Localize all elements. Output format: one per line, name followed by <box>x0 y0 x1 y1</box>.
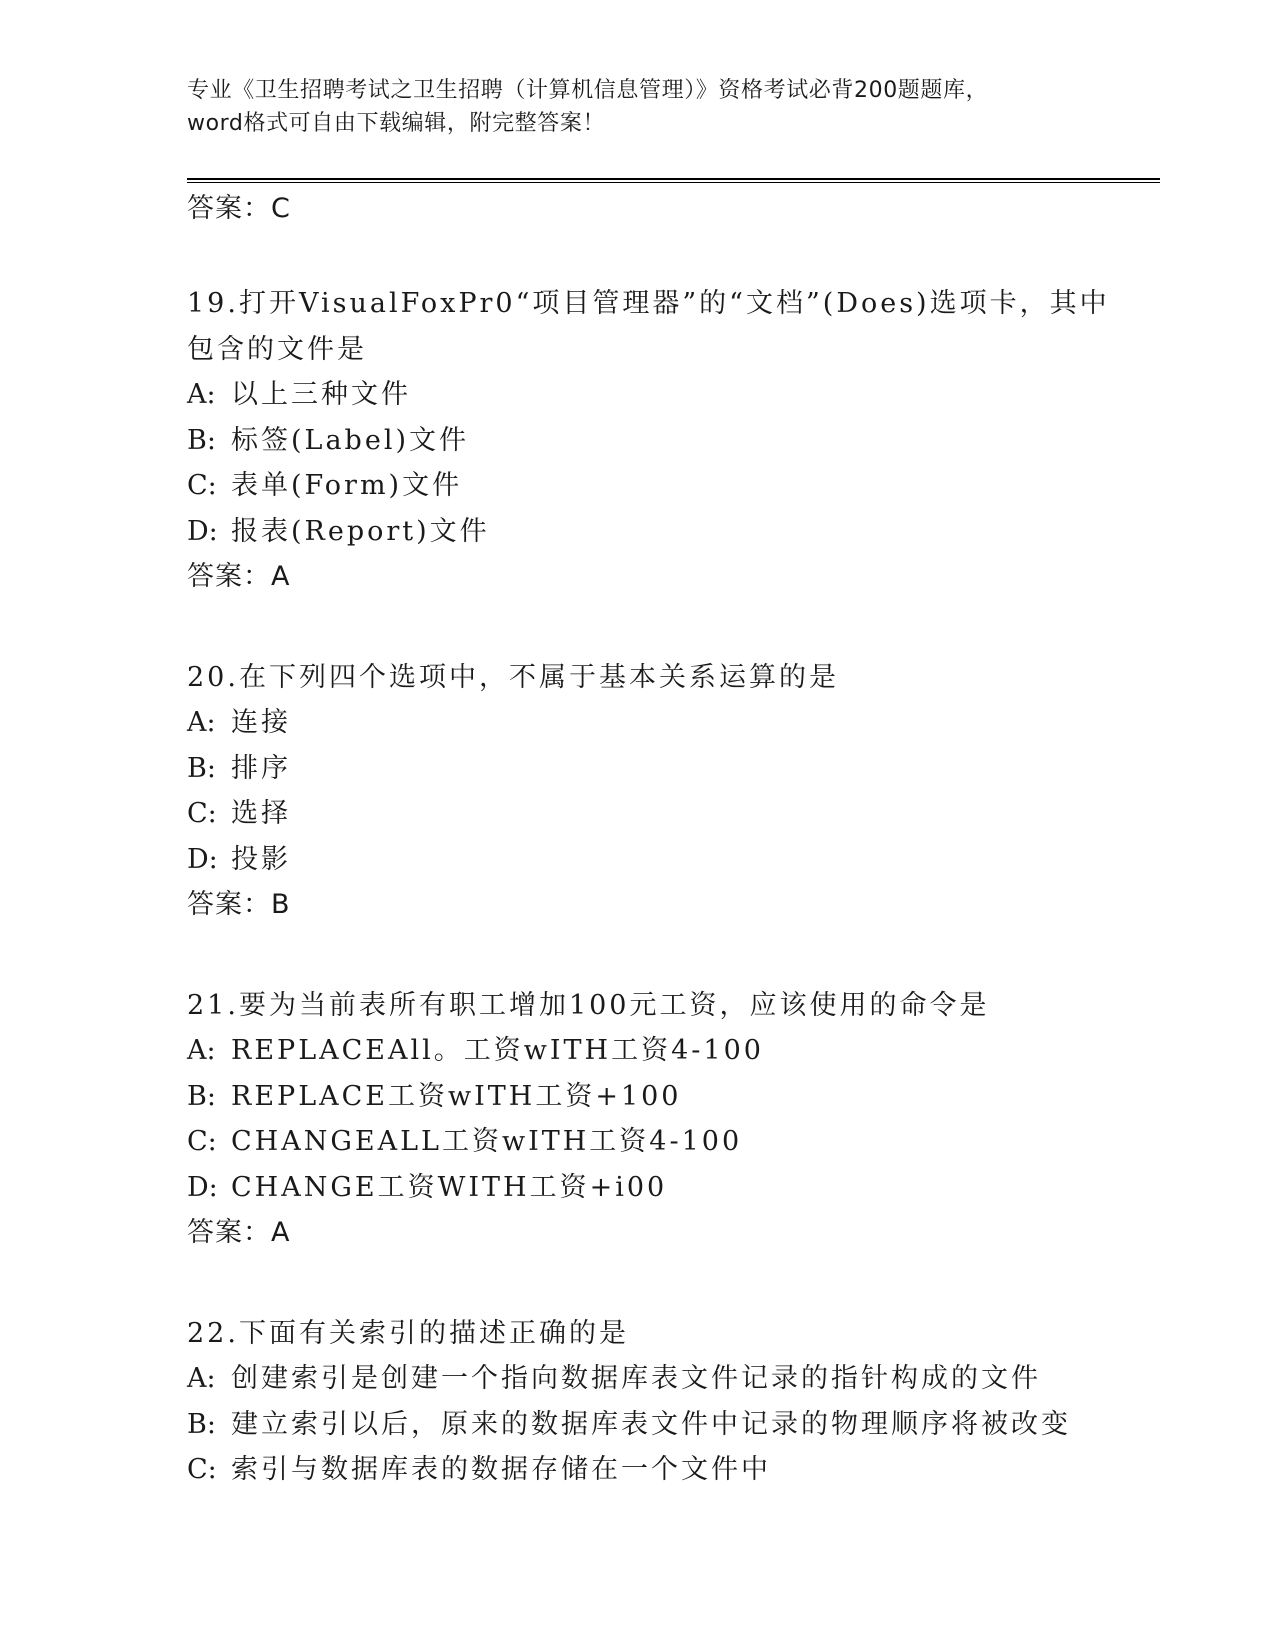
option-text: 创建索引是创建一个指向数据库表文件记录的指针构成的文件 <box>231 1363 1041 1395</box>
question-text: 20.在下列四个选项中，不属于基本关系运算的是 <box>187 661 839 693</box>
option-key: C: <box>187 1126 217 1158</box>
option-key: B: <box>187 424 216 456</box>
option-key: D: <box>187 1171 218 1203</box>
option-b <box>187 418 1147 464</box>
option-text: 投影 <box>231 843 291 875</box>
option-b <box>187 746 1147 792</box>
header-divider-thin <box>187 182 1160 183</box>
option-d <box>187 837 1147 883</box>
option-text: CHANGEALL工资wITH工资4-100 <box>231 1126 743 1158</box>
option-text: 报表(Report)文件 <box>231 515 490 547</box>
option-a <box>187 372 1147 418</box>
option-key: B: <box>187 1408 216 1440</box>
option-text: 排序 <box>231 752 291 784</box>
answer-line: 答案：A <box>187 560 291 592</box>
option-text: REPLACEAll。工资wITH工资4-100 <box>231 1035 764 1067</box>
option-b <box>187 1402 1147 1448</box>
question-20 <box>187 655 1147 921</box>
previous-answer: 答案：C <box>187 193 291 224</box>
option-key: A: <box>187 1363 216 1395</box>
question-text: 包含的文件是 <box>187 333 367 365</box>
question-text: 19.打开VisualFoxPr0“项目管理器”的“文档”(Does)选项卡，其中 <box>187 288 1110 319</box>
question-text: 21.要为当前表所有职工增加100元工资，应该使用的命令是 <box>187 989 990 1021</box>
option-text: 以上三种文件 <box>231 379 411 411</box>
option-key: D: <box>187 843 218 875</box>
option-text: 选择 <box>231 798 291 830</box>
question-list <box>187 281 1147 1493</box>
option-key: B: <box>187 752 216 784</box>
option-key: C: <box>187 470 217 502</box>
question-19 <box>187 281 1147 593</box>
option-key: D: <box>187 515 218 547</box>
question-21 <box>187 983 1147 1249</box>
option-key: B: <box>187 1080 216 1112</box>
question-text: 22.下面有关索引的描述正确的是 <box>187 1317 629 1349</box>
header-divider-thick <box>187 178 1160 180</box>
option-text: 连接 <box>231 707 291 739</box>
option-c <box>187 1119 1147 1165</box>
option-key: A: <box>187 379 216 411</box>
option-c <box>187 1447 1147 1493</box>
option-text: CHANGE工资WITH工资+i00 <box>231 1171 668 1203</box>
answer-line: 答案：A <box>187 1216 291 1248</box>
option-a <box>187 1356 1147 1402</box>
option-key: C: <box>187 798 217 830</box>
option-text: 表单(Form)文件 <box>231 470 463 502</box>
option-text: 建立索引以后，原来的数据库表文件中记录的物理顺序将被改变 <box>231 1408 1071 1440</box>
option-a <box>187 1028 1147 1074</box>
option-d <box>187 509 1147 555</box>
header-title-line-2: word格式可自由下载编辑，附完整答案！ <box>187 111 606 136</box>
option-d <box>187 1165 1147 1211</box>
option-text: 标签(Label)文件 <box>231 424 469 456</box>
option-c <box>187 791 1147 837</box>
document-header <box>187 74 1087 140</box>
option-text: 索引与数据库表的数据存储在一个文件中 <box>231 1454 771 1486</box>
option-text: REPLACE工资wITH工资+100 <box>231 1080 682 1112</box>
answer-line: 答案：B <box>187 888 291 920</box>
option-a <box>187 700 1147 746</box>
option-key: A: <box>187 1035 216 1067</box>
question-22 <box>187 1311 1147 1493</box>
option-b <box>187 1074 1147 1120</box>
header-title-line-1: 专业《卫生招聘考试之卫生招聘（计算机信息管理）》资格考试必背200题题库， <box>187 78 989 103</box>
option-c <box>187 463 1147 509</box>
option-key: A: <box>187 707 216 739</box>
option-key: C: <box>187 1454 217 1486</box>
